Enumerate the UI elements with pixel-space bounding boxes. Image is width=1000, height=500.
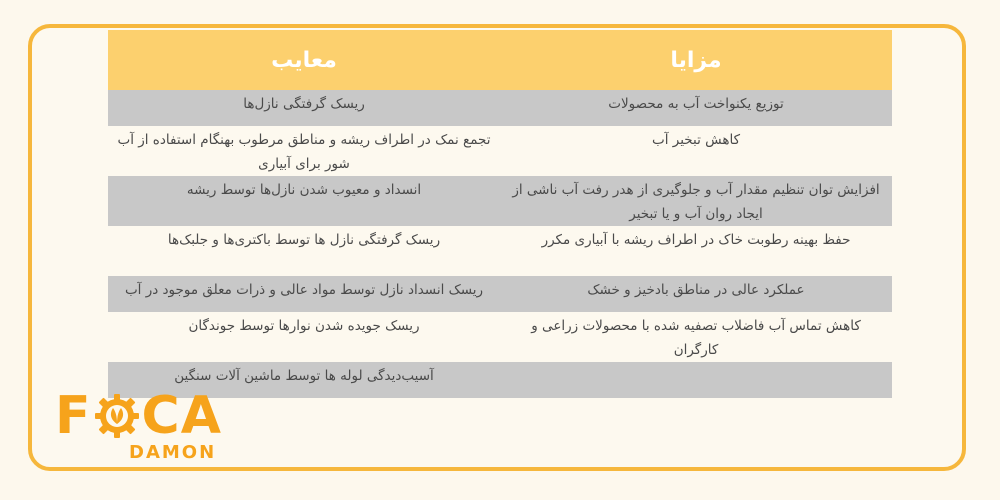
advantage-cell: حفظ بهینه رطوبت خاک در اطراف ریشه با آبیاری مکرر xyxy=(541,232,851,248)
comparison-table xyxy=(108,30,892,398)
advantage-cell: کاهش تبخیر آب xyxy=(652,132,740,148)
disadvantage-cell: انسداد و معیوب شدن نازل‌ها توسط ریشه xyxy=(186,182,422,198)
disadvantage-cell: ریسک گرفتگی نازل ها توسط باکتری‌ها و جلبک‌ها xyxy=(167,232,441,248)
logo-subtitle: DAMON xyxy=(129,442,217,463)
disadvantage-cell: آسیب‌دیدگی لوله ها توسط ماشین آلات سنگین xyxy=(174,368,434,384)
disadvantage-cell: ریسک جویده شدن نوارها توسط جوندگان xyxy=(188,318,420,334)
disadvantage-cell: ریسک انسداد نازل توسط مواد عالی و ذرات معلق موجود در آب xyxy=(124,282,484,298)
advantage-cell: افزایش توان تنظیم مقدار آب و جلوگیری از هدر رفت آب ناشی از ایجاد روان آب و یا تبخیر xyxy=(512,182,880,222)
logo-letter-start: F xyxy=(55,386,92,446)
disadvantage-cell: ریسک گرفتگی نازل‌ها xyxy=(243,96,365,112)
table-row xyxy=(108,90,892,126)
disadvantage-cell: تجمع نمک در اطراف ریشه و مناطق مرطوب بهنگام استفاده از آب شور برای آبیاری xyxy=(117,132,491,172)
logo-letters-end: CA xyxy=(141,386,222,446)
header-advantages: مزایا xyxy=(670,47,722,73)
table-row xyxy=(108,126,892,176)
gear-leaf-icon xyxy=(94,393,140,439)
table-header xyxy=(108,30,892,90)
table-row xyxy=(108,312,892,362)
advantage-cell: عملکرد عالی در مناطق بادخیز و خشک xyxy=(587,282,805,298)
foca-damon-logo xyxy=(55,388,260,466)
advantage-cell: توزیع یکنواخت آب به محصولات xyxy=(608,96,784,112)
advantage-cell: کاهش تماس آب فاضلاب تصفیه شده با محصولات زراعی و کارگران xyxy=(531,318,861,358)
advantage-cell xyxy=(500,362,892,398)
table-row xyxy=(108,276,892,312)
table-row xyxy=(108,176,892,226)
table-row xyxy=(108,226,892,276)
header-disadvantages: معایب xyxy=(271,47,337,73)
logo-wordmark xyxy=(55,388,222,444)
